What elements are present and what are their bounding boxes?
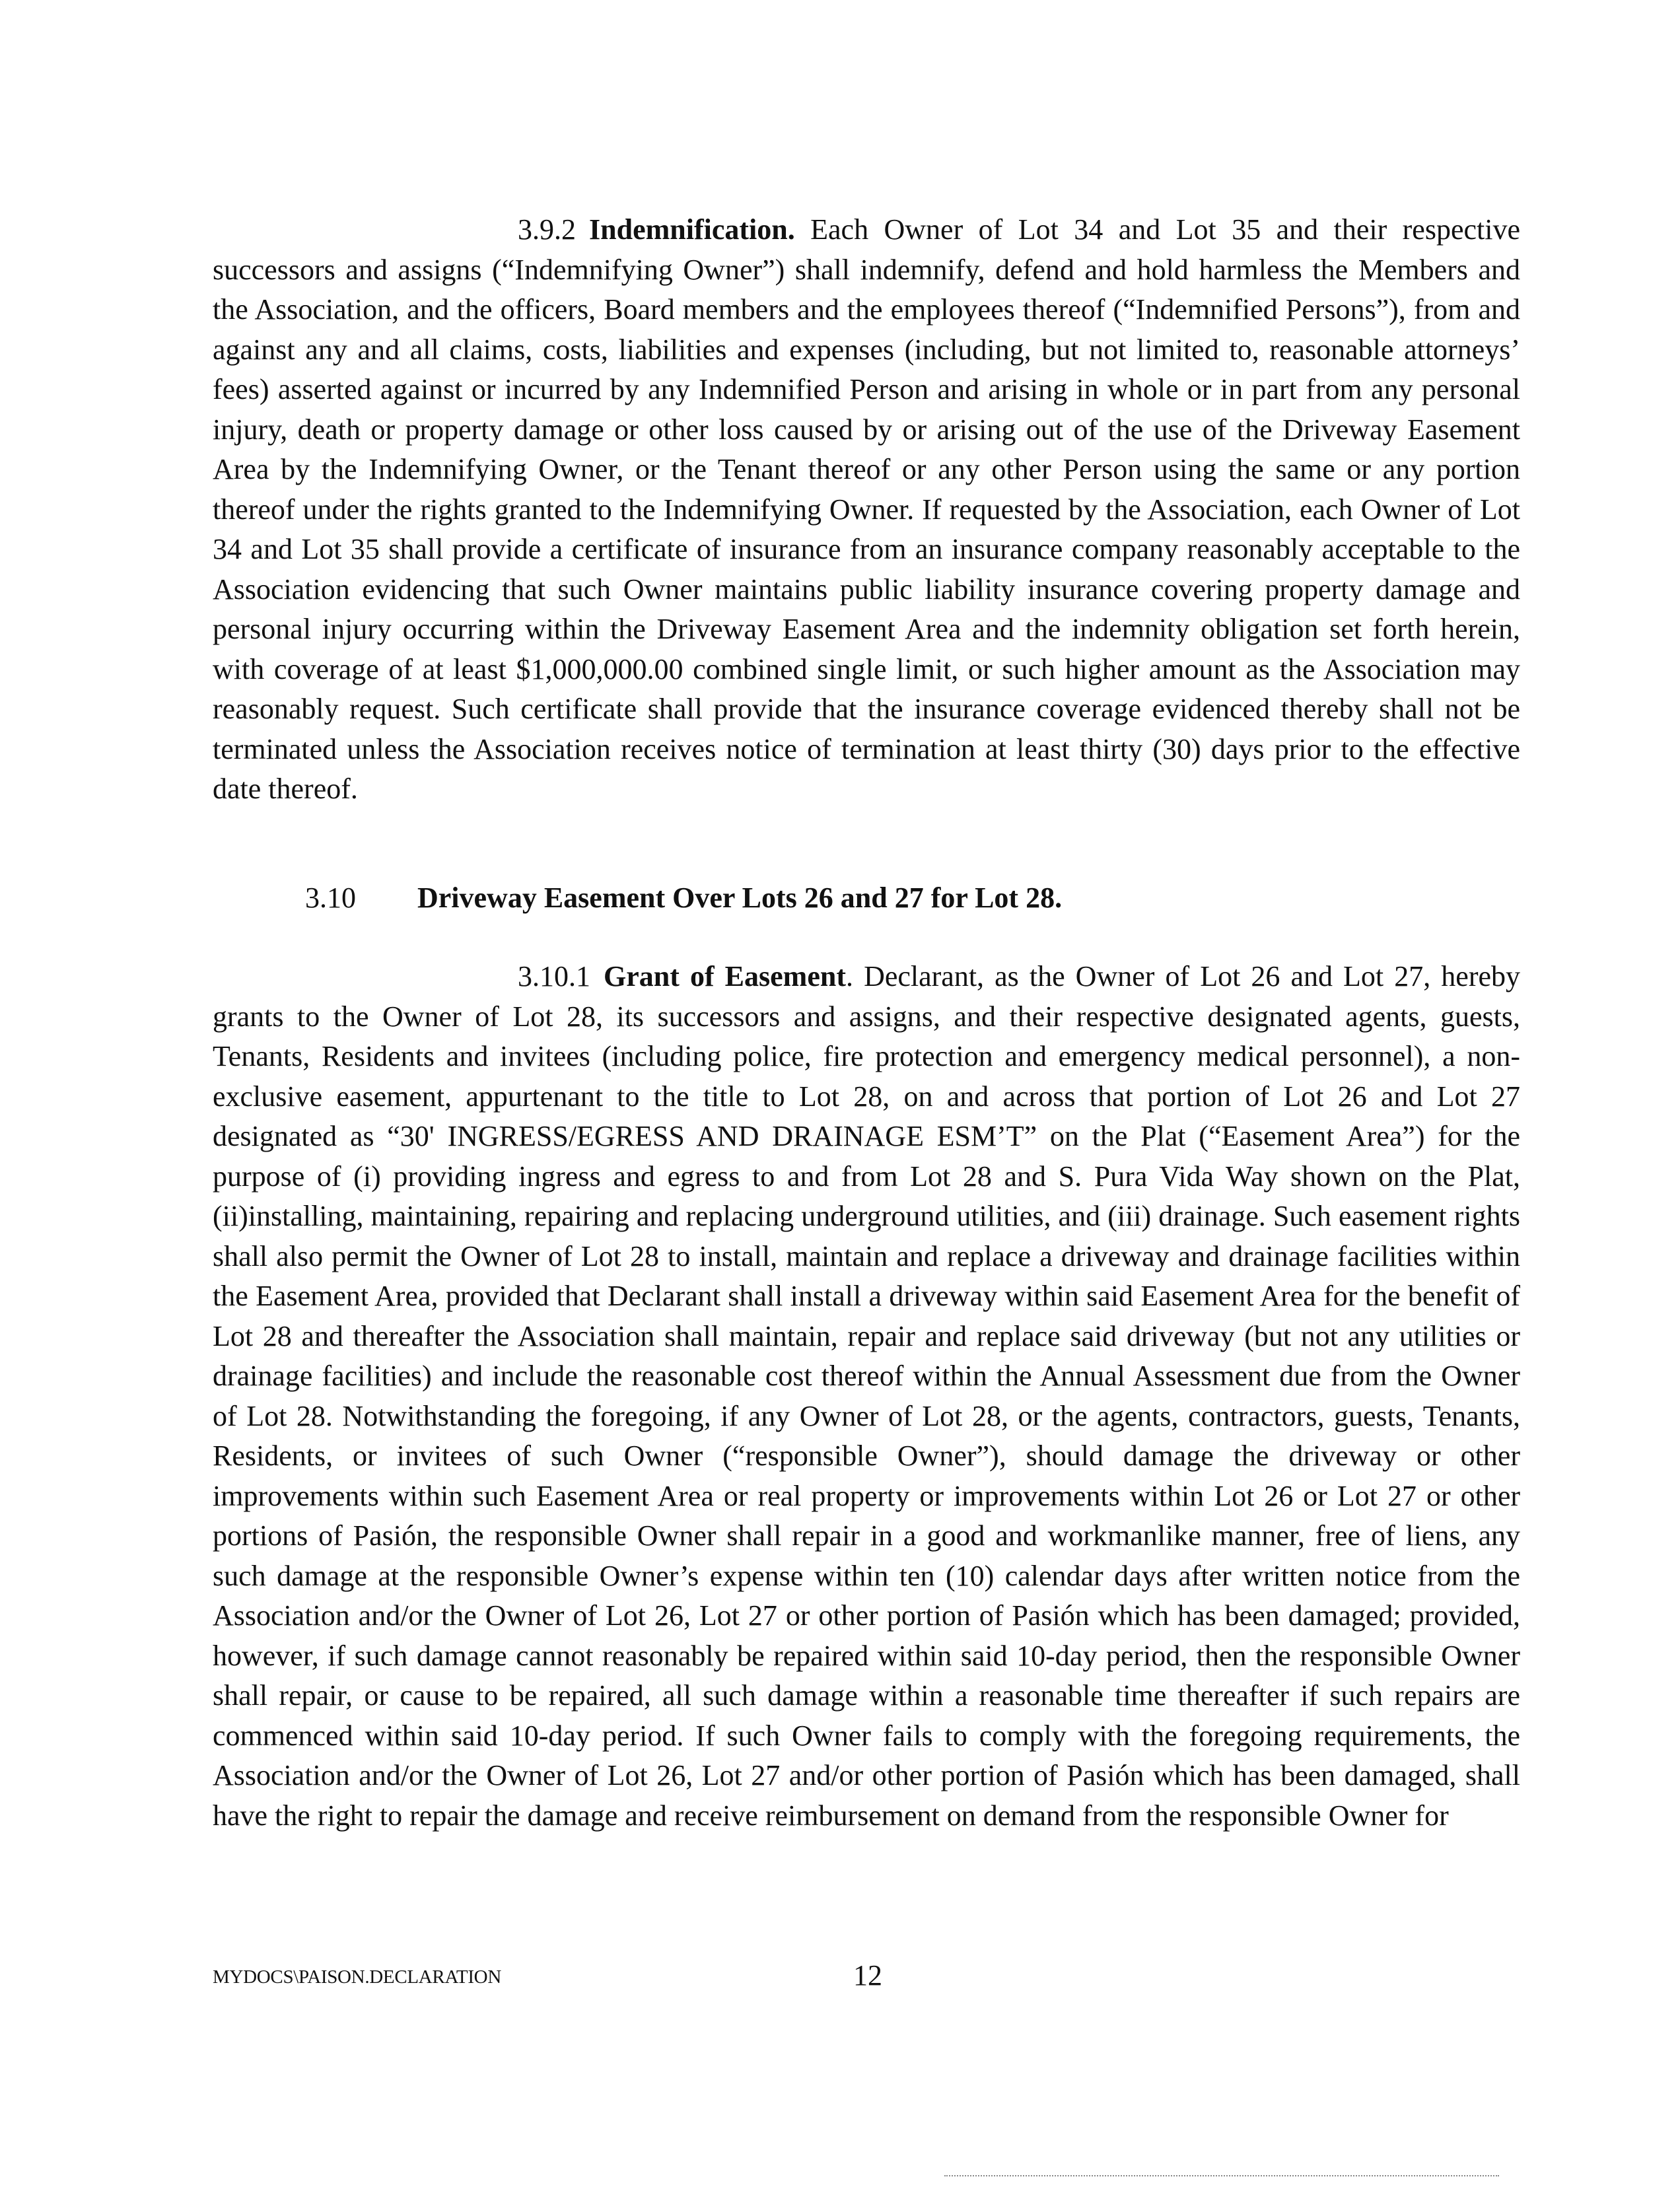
section-3-10-1-number: 3.10.1 <box>518 960 590 992</box>
section-3-9-2-title: Indemnification. <box>589 213 795 246</box>
section-3-9-2-number: 3.9.2 <box>518 213 576 246</box>
section-3-10-1-text: Declarant, as the Owner of Lot 26 and Lot 27, hereby grants to the Owner of Lot 28, its successors and assigns, and their respective designated agents, guests, Tenants, Residents and invitees (including police, fire protection and emergency medical personnel), a non-exclusive easement, appurtenant to the title to Lot 28, on and across that portion of Lot 26 and Lot 27 designated as “30' INGRESS/EGRESS AND DRAINAGE ESM’T” on the Plat (“Easement Area”) for the purpose of (i) providing ingress and egress to and from Lot 28 and S. Pura Vida Way shown on the Plat, (ii)installing, maintaining, repairing and replacing underground utilities, and (iii) drainage. Such easement rights shall also permit the Owner of Lot 28 to install, maintain and replace a driveway and drainage facilities within the Easement Area, provided that Declarant shall install a driveway within said Easement Area for the benefit of Lot 28 and thereafter the Association shall maintain, repair and replace said driveway (but not any utilities or drainage facilities) and include the reasonable cost thereof within the Annual Assessment due from the Owner of Lot 28. Notwithstanding the foregoing, if any Owner of Lot 28, or the agents, contractors, guests, Tenants, Residents, or invitees of such Owner (“responsible Owner”), should damage the driveway or other improvements within such Easement Area or real property or improvements within Lot 26 or Lot 27 or other portions of Pasión, the responsible Owner shall repair in a good and workmanlike manner, free of liens, any such damage at the responsible Owner’s expense within ten (10) calendar days after written notice from the Association and/or the Owner of Lot 26, Lot 27 or other portion of Pasión which has been damaged; provided, however, if such damage cannot reasonably be repaired within said 10-day period, then the responsible Owner shall repair, or cause to be repaired, all such damage within a reasonable time thereafter if such repairs are commenced within said 10-day period. If such Owner fails to comply with the foregoing requirements, the Association and/or the Owner of Lot 26, Lot 27 and/or other portion of Pasión which has been damaged, shall have the right to repair the damage and receive reimbursement on demand from the responsible Owner for <box>213 960 1521 1832</box>
section-3-10-1-title: Grant of Easement <box>604 960 846 992</box>
section-3-10-title: Driveway Easement Over Lots 26 and 27 for Lot 28. <box>417 882 1063 914</box>
section-3-9-2-text: Each Owner of Lot 34 and Lot 35 and their respective successors and assigns (“Indemnifying Owner”) shall indemnify, defend and hold harmless the Members and the Association, and the officers, Board members and the employees thereof (“Indemnified Persons”), from and against any and all claims, costs, liabilities and expenses (including, but not limited to, reasonable attorneys’ fees) asserted against or incurred by any Indemnified Person and arising in whole or in part from any personal injury, death or property damage or other loss caused by or arising out of the use of the Driveway Easement Area by the Indemnifying Owner, or the Tenant thereof or any other Person using the same or any portion thereof under the rights granted to the Indemnifying Owner. If requested by the Association, each Owner of Lot 34 and Lot 35 shall provide a certificate of insurance from an insurance company reasonably acceptable to the Association evidencing that such Owner maintains public liability insurance covering property damage and personal injury occurring within the Driveway Easement Area and the indemnity obligation set forth herein, with coverage of at least $1,000,000.00 combined single limit, or such higher amount as the Association may reasonably request. Such certificate shall provide that the insurance coverage evidenced thereby shall not be terminated unless the Association receives notice of termination at least thirty (30) days prior to the effective date thereof. <box>213 213 1520 805</box>
section-3-10-number: 3.10 <box>305 882 356 914</box>
section-3-10-heading <box>305 878 1062 918</box>
section-3-9-2-paragraph <box>213 210 1520 810</box>
footer-page-number: 12 <box>853 1959 882 1992</box>
section-3-10-1-title-punct: . <box>845 960 853 992</box>
footer-file-path: MYDOCS\PAISON.DECLARATION <box>213 1966 501 1988</box>
bottom-scan-rule <box>944 2175 1499 2176</box>
section-3-10-1-paragraph <box>213 957 1520 1836</box>
